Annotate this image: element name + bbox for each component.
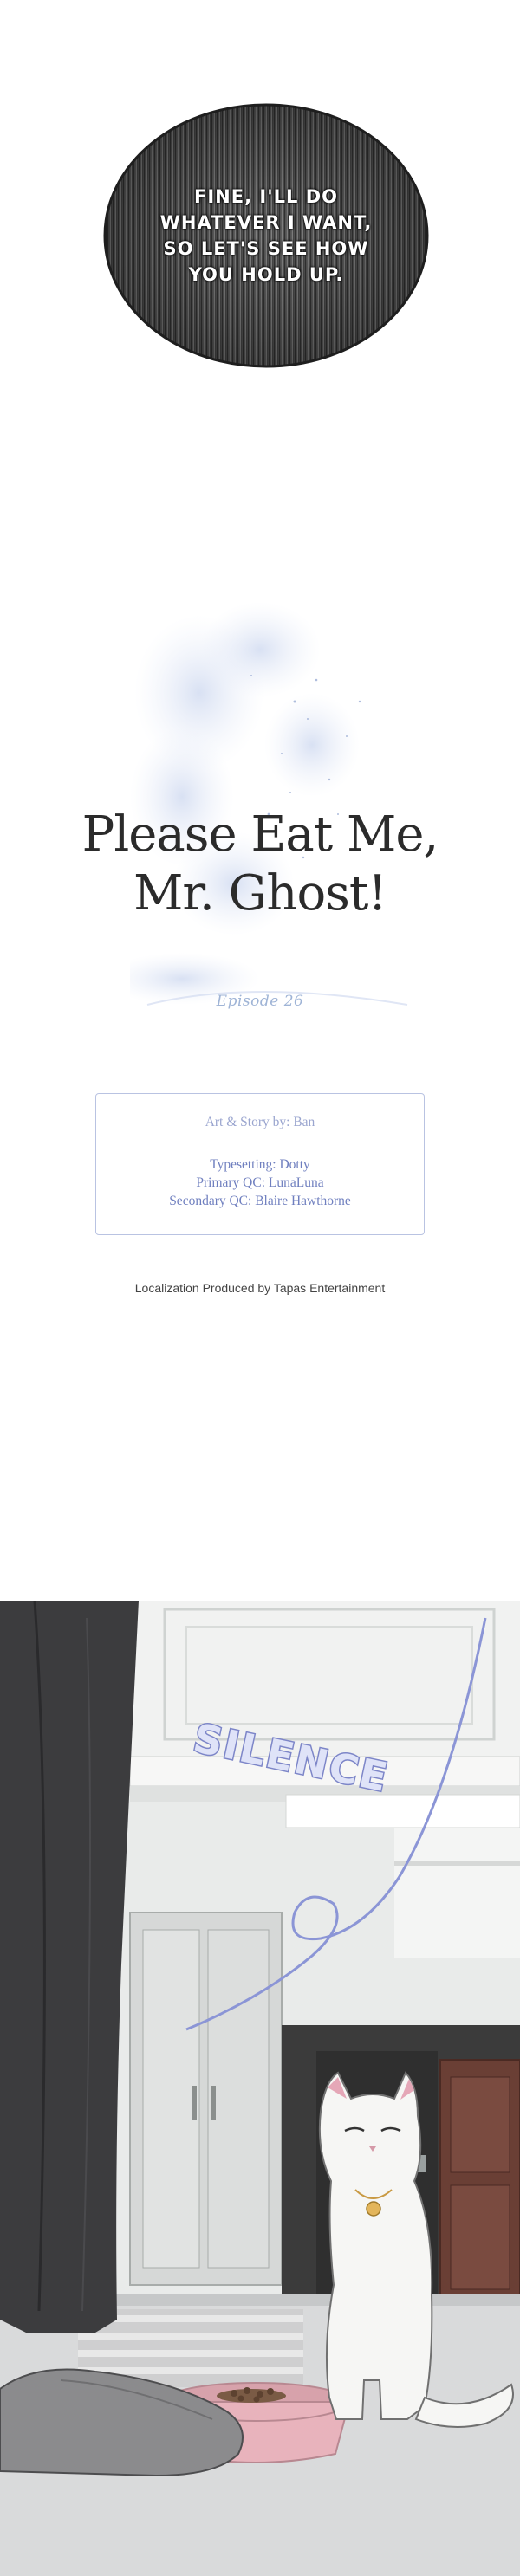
- title-line-1: Please Eat Me,: [81, 806, 439, 863]
- credits-staff: [96, 1155, 424, 1210]
- bubble-line: WHATEVER I WANT,: [159, 212, 373, 233]
- title-line-2: Mr. Ghost!: [133, 865, 387, 922]
- bubble-line: FINE, I'LL DO: [194, 186, 338, 207]
- bubble-line: YOU HOLD UP.: [188, 264, 344, 285]
- bubble-line: SO LET'S SEE HOW: [163, 238, 369, 259]
- series-title: [0, 806, 520, 923]
- credits-box: [95, 1093, 425, 1235]
- credit-typesetting: Typesetting: Dotty: [210, 1157, 310, 1172]
- sfx-silence: [182, 1705, 407, 1809]
- credit-primary-qc: Primary QC: LunaLuna: [196, 1175, 324, 1190]
- speech-bubble: [102, 102, 430, 369]
- credit-art-story: Art & Story by: Ban: [205, 1115, 315, 1129]
- episode-label: Episode 26: [216, 993, 304, 1010]
- sfx-silence-text: SILENCE: [189, 1714, 393, 1802]
- speech-bubble-text: [102, 102, 430, 369]
- localization-credit: Localization Produced by Tapas Entertainment: [134, 1281, 386, 1295]
- credit-secondary-qc: Secondary QC: Blaire Hawthorne: [169, 1194, 351, 1208]
